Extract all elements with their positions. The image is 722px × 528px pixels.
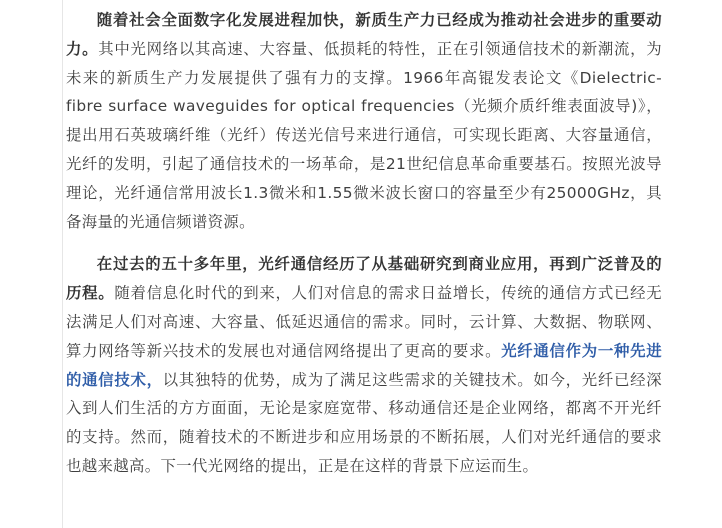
left-divider-rule <box>62 0 63 528</box>
paragraph-2-lead: 在过去的五十多年里，光纤通信经历了从基础研究到商业应用，再到广泛普及的历程。 <box>66 255 662 303</box>
paragraph-1 <box>66 6 662 236</box>
paragraph-2 <box>66 250 662 480</box>
paragraph-1-text: 其中光网络以其高速、大容量、低损耗的特性，正在引领通信技术的新潮流，为未来的新质生产力发展提供了强有力的支撑。1966年高锟发表论文《Dielectric-fibre surface waveguides for optical frequencies（光频介质纤维表面波导)》，提出用石英玻璃纤维（光纤）传送光信号来进行通信，可实现长距离、大容量通信，光纤的发明，引起了通信技术的一场革命，是21世纪信息革命重要基石。按照光波导理论，光纤通信常用波长1.3微米和1.55微米波长窗口的容量至少有25000GHz，具备海量的光通信频谱资源。 <box>66 39 662 231</box>
paragraph-2-text-before: 随着信息化时代的到来，人们对信息的需求日益增长，传统的通信方式已经无法满足人们对高速、大容量、低延迟通信的需求。同时，云计算、大数据、物联网、算力网络等新兴技术的发展也对通信网络提出了更高的要求。 <box>66 284 662 360</box>
paragraph-1-lead: 随着社会全面数字化发展进程加快，新质生产力已经成为推动社会进步的重要动力。 <box>66 11 662 58</box>
article-body <box>66 6 662 481</box>
paragraph-2-highlight: 光纤通信作为一种先进的通信技术， <box>66 341 662 389</box>
paragraph-2-text-after: 以其独特的优势，成为了满足这些需求的关键技术。如今，光纤已经深入到人们生活的方方面面，无论是家庭宽带、移动通信还是企业网络，都离不开光纤的支持。然而，随着技术的不断进步和应用场景的不断拓展，人们对光纤通信的要求也越来越高。下一代光网络的提出，正是在这样的背景下应运而生。 <box>66 370 662 475</box>
